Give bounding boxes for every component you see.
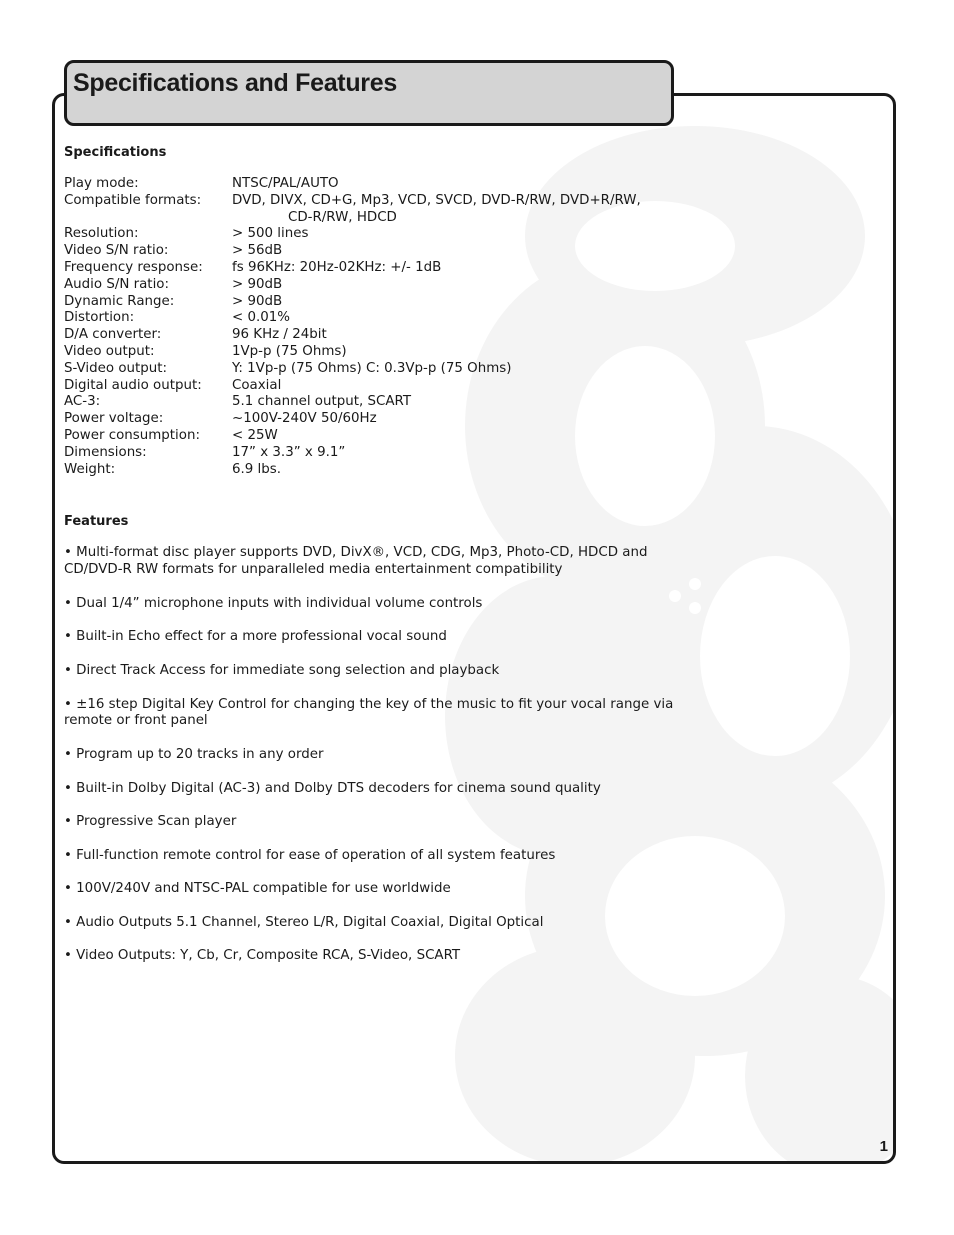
spec-row	[64, 294, 684, 311]
spec-row	[64, 226, 684, 243]
spec-value-text: fs 96KHz: 20Hz-02KHz: +/- 1dB	[232, 259, 442, 275]
spec-row	[64, 260, 684, 277]
spec-row	[64, 310, 684, 327]
spec-value-text: > 90dB	[232, 293, 283, 309]
spec-value	[232, 394, 684, 411]
spec-label: Digital audio output:	[64, 377, 202, 393]
feature-item: • Audio Outputs 5.1 Channel, Stereo L/R, Digital Coaxial, Digital Optical	[64, 914, 544, 930]
spec-row	[64, 176, 684, 193]
spec-value-text: 1Vp-p (75 Ohms)	[232, 343, 347, 359]
spec-value-text: 6.9 lbs.	[232, 461, 282, 477]
spec-value	[232, 176, 684, 193]
specifications-table	[64, 176, 684, 478]
spec-row	[64, 462, 684, 479]
title-tab	[64, 60, 674, 126]
spec-value	[232, 193, 684, 227]
spec-value	[232, 378, 684, 395]
spec-label: Frequency response:	[64, 259, 203, 275]
spec-label: Compatible formats:	[64, 192, 202, 208]
spec-value-text: > 56dB	[232, 243, 283, 259]
spec-value	[232, 344, 684, 361]
spec-value	[232, 411, 684, 428]
spec-value	[232, 462, 684, 479]
spec-value	[232, 361, 684, 378]
feature-item: • Full-function remote control for ease of operation of all system features	[64, 847, 556, 863]
spec-value	[232, 243, 684, 260]
spec-value-text: < 0.01%	[232, 310, 291, 326]
spec-value	[232, 310, 684, 327]
spec-label: D/A converter:	[64, 327, 162, 343]
spec-label: Power voltage:	[64, 411, 164, 427]
spec-label: Audio S/N ratio:	[64, 276, 169, 292]
spec-row	[64, 394, 684, 411]
page-title: Specifications and Features	[73, 69, 397, 97]
spec-row	[64, 243, 684, 260]
spec-value	[232, 226, 684, 243]
spec-label: Resolution:	[64, 226, 139, 242]
spec-label: S-Video output:	[64, 360, 167, 376]
spec-value-text: Coaxial	[232, 377, 282, 393]
spec-row	[64, 361, 684, 378]
spec-value-continuation: CD-R/RW, HDCD	[288, 209, 397, 225]
spec-value	[232, 445, 684, 462]
spec-label: Dynamic Range:	[64, 293, 175, 309]
spec-value	[232, 277, 684, 294]
feature-item: • Built-in Dolby Digital (AC-3) and Dolby DTS decoders for cinema sound quality	[64, 780, 601, 796]
spec-value	[232, 294, 684, 311]
spec-row	[64, 428, 684, 445]
feature-item: • Multi-format disc player supports DVD, DivX®, VCD, CDG, Mp3, Photo-CD, HDCD and CD/DVD-R RW formats for unparalleled media entertainment compatibility	[64, 545, 648, 578]
main-content	[64, 143, 684, 982]
page-number: 1	[879, 1138, 888, 1155]
spec-value-text: 5.1 channel output, SCART	[232, 394, 411, 410]
spec-value	[232, 260, 684, 277]
spec-row	[64, 411, 684, 428]
features-list	[64, 545, 684, 965]
spec-row	[64, 277, 684, 294]
spec-row	[64, 344, 684, 361]
spec-row	[64, 327, 684, 344]
spec-label: Play mode:	[64, 176, 139, 191]
spec-value-text: DVD, DIVX, CD+G, Mp3, VCD, SVCD, DVD-R/RW, DVD+R/RW,	[232, 192, 641, 208]
spec-value	[232, 327, 684, 344]
spec-value-text: ~100V-240V 50/60Hz	[232, 411, 377, 427]
feature-item: • ±16 step Digital Key Control for changing the key of the music to fit your vocal range via remote or front panel	[64, 696, 674, 729]
spec-value-text: NTSC/PAL/AUTO	[232, 176, 339, 191]
spec-label: Dimensions:	[64, 444, 147, 460]
spec-label: Video S/N ratio:	[64, 243, 169, 259]
spec-row	[64, 445, 684, 462]
spec-value-text: Y: 1Vp-p (75 Ohms) C: 0.3Vp-p (75 Ohms)	[232, 360, 512, 376]
feature-item: • Video Outputs: Y, Cb, Cr, Composite RCA, S-Video, SCART	[64, 948, 461, 964]
features-heading: Features	[64, 514, 129, 530]
spec-value-text: > 90dB	[232, 276, 283, 292]
spec-value	[232, 428, 684, 445]
spec-row	[64, 193, 684, 227]
spec-label: Weight:	[64, 461, 116, 477]
spec-value-text: 96 KHz / 24bit	[232, 327, 327, 343]
feature-item: • Progressive Scan player	[64, 814, 237, 830]
feature-item: • Direct Track Access for immediate song selection and playback	[64, 662, 500, 678]
feature-item: • Built-in Echo effect for a more professional vocal sound	[64, 629, 447, 645]
feature-item: • Program up to 20 tracks in any order	[64, 746, 324, 762]
feature-item: • 100V/240V and NTSC-PAL compatible for use worldwide	[64, 881, 451, 897]
spec-label: Distortion:	[64, 310, 135, 326]
spec-value-text: > 500 lines	[232, 226, 309, 242]
spec-label: AC-3:	[64, 394, 101, 410]
spec-label: Video output:	[64, 343, 155, 359]
feature-item: • Dual 1/4” microphone inputs with individual volume controls	[64, 595, 483, 611]
spec-value-text: < 25W	[232, 427, 278, 443]
spec-label: Power consumption:	[64, 427, 200, 443]
spec-row	[64, 378, 684, 395]
specifications-heading: Specifications	[64, 145, 167, 160]
spec-value-text: 17” x 3.3” x 9.1”	[232, 444, 346, 460]
